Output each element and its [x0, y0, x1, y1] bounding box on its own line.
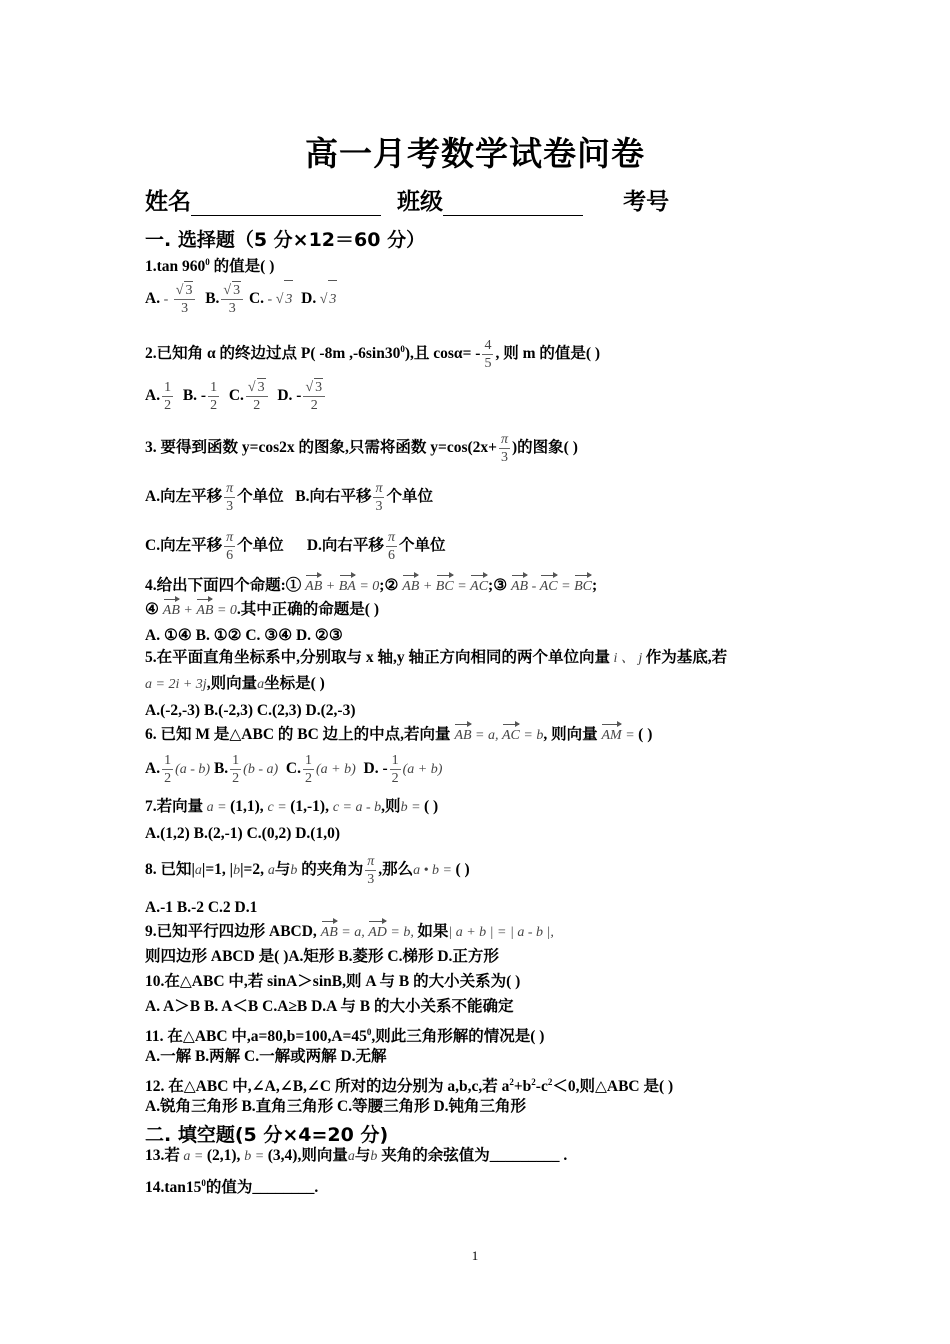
q1-stem: 1.tan $960^0$ 的值是( ): [145, 257, 275, 276]
q10-stem: 10.在△ABC 中,若 sinA＞sinB,则 A 与 B 的大小关系为( ): [145, 973, 521, 990]
q4-stem: 4.给出下面四个命题:① AB + BA = 0;② AB + BC = AC;③ AB - AC = BC;: [145, 576, 597, 597]
q4-options: A. ①④ B. ①② C. ③④ D. ②③: [145, 627, 343, 644]
section1-heading: 一. 选择题（5 分×12＝60 分）: [145, 229, 426, 251]
q2-options: A. $\frac{1}{2}$ B. - $\frac{1}{2}$ C. $\frac{√ 3}{2}$ D. - $\frac{√ 3}{2}$: [145, 377, 327, 415]
section2-heading: 二. 填空题(5 分×4=20 分): [145, 1124, 389, 1146]
number-label: 考号: [623, 189, 670, 215]
page-title: 高一月考数学试卷问卷: [305, 134, 645, 173]
q7-stem: 7.若向量 a = (1,1), c = (1,-1), c = a - b,则b = ( ): [145, 798, 439, 815]
class-blank[interactable]: [443, 193, 583, 216]
q5-options: A.(-2,-3) B.(-2,3) C.(2,3) D.(2,-3): [145, 702, 356, 719]
q7-options: A.(1,2) B.(2,-1) C.(0,2) D.(1,0): [145, 825, 340, 842]
q5-stem: 5.在平面直角坐标系中,分别取与 x 轴,y 轴正方向相同的两个单位向量 i 、 j 作为基底,若: [145, 649, 728, 666]
q6-stem: 6. 已知 M 是△ABC 的 BC 边上的中点,若向量 AB = a, AC = b, 则向量 AM = ( ): [145, 725, 652, 746]
name-blank[interactable]: [191, 193, 381, 216]
q9-line2: 则四边形 ABCD 是( )A.矩形 B.菱形 C.梯形 D.正方形: [145, 948, 499, 965]
q2-stem: 2.已知角 α 的终边过点 P( -8m $,-6\sin 30^0$),且 cosα= - $\frac{4}{5}$ , 则 m 的值是( ): [145, 338, 601, 372]
q8-options: A.-1 B.-2 C.2 D.1: [145, 899, 258, 916]
q12-options: A.锐角三角形 B.直角三角形 C.等腰三角形 D.钝角三角形: [145, 1098, 527, 1115]
page-number: 1: [471, 1248, 479, 1263]
q6-options: A. $\frac{1}{2}$ (a - b) B. $\frac{1}{2}$ (b - a) C. $\frac{1}{2}$ (a + b) D. - $\frac{1}{2}$ (a + b): [145, 752, 443, 786]
q5-line2: a = 2i + 3j,则向量a坐标是( ): [145, 675, 325, 692]
q13-stem: 13.若 a = (2,1), b = (3,4),则向量a与b 夹角的余弦值为_________ .: [145, 1147, 568, 1164]
q14-stem: $14.\tan 15^0$的值为________.: [145, 1178, 319, 1197]
student-info-line: [145, 183, 669, 216]
q11-stem: 11. 在△ABC 中$,a=80,b=100,A=45^0$,则此三角形解的情况是( ): [145, 1027, 545, 1046]
q3-options-cd: C.向左平移 $\frac{\pi}{6}$ 个单位 D.向右平移 $\frac{\pi}{6}$ 个单位: [145, 529, 446, 563]
q3-options-ab: A.向左平移 $\frac{\pi}{3}$ 个单位 B.向右平移 $\frac{\pi}{3}$ 个单位: [145, 480, 433, 514]
q9-stem: 9.已知平行四边形 ABCD, AB = a, AD = b, 如果| a + b | = | a - b |,: [145, 922, 554, 943]
class-label: 班级: [397, 189, 444, 215]
q1-options: A. - $\frac{√ 3}{3}$ B. $\frac{√ 3}{3}$ C. - √ 3 D. √ 3: [145, 280, 337, 319]
q10-options: A. A＞B B. A＜B C.A≥B D.A 与 B 的大小关系不能确定: [145, 998, 514, 1015]
q12-stem: 12. 在△ABC 中,∠A,∠B,∠C 所对的边分别为 a,b,c,若 $a^2+b^2-c^2<0$,则△ABC 是( ): [145, 1077, 674, 1096]
q4-line2: ④ AB + AB = 0.其中正确的命题是( ): [145, 600, 379, 621]
q3-stem: 3. 要得到函数 y=cos2x 的图象,只需将函数 y=cos(2x+ $\frac{\pi}{3}$ )的图象( ): [145, 431, 578, 465]
q8-stem: 8. 已知|a|=1, |b|=2, a与b 的夹角为 $\frac{\pi}{3}$ ,那么a • b = ( ): [145, 853, 470, 887]
q11-options: A.一解 B.两解 C.一解或两解 D.无解: [145, 1048, 387, 1065]
name-label: 姓名: [145, 189, 191, 215]
